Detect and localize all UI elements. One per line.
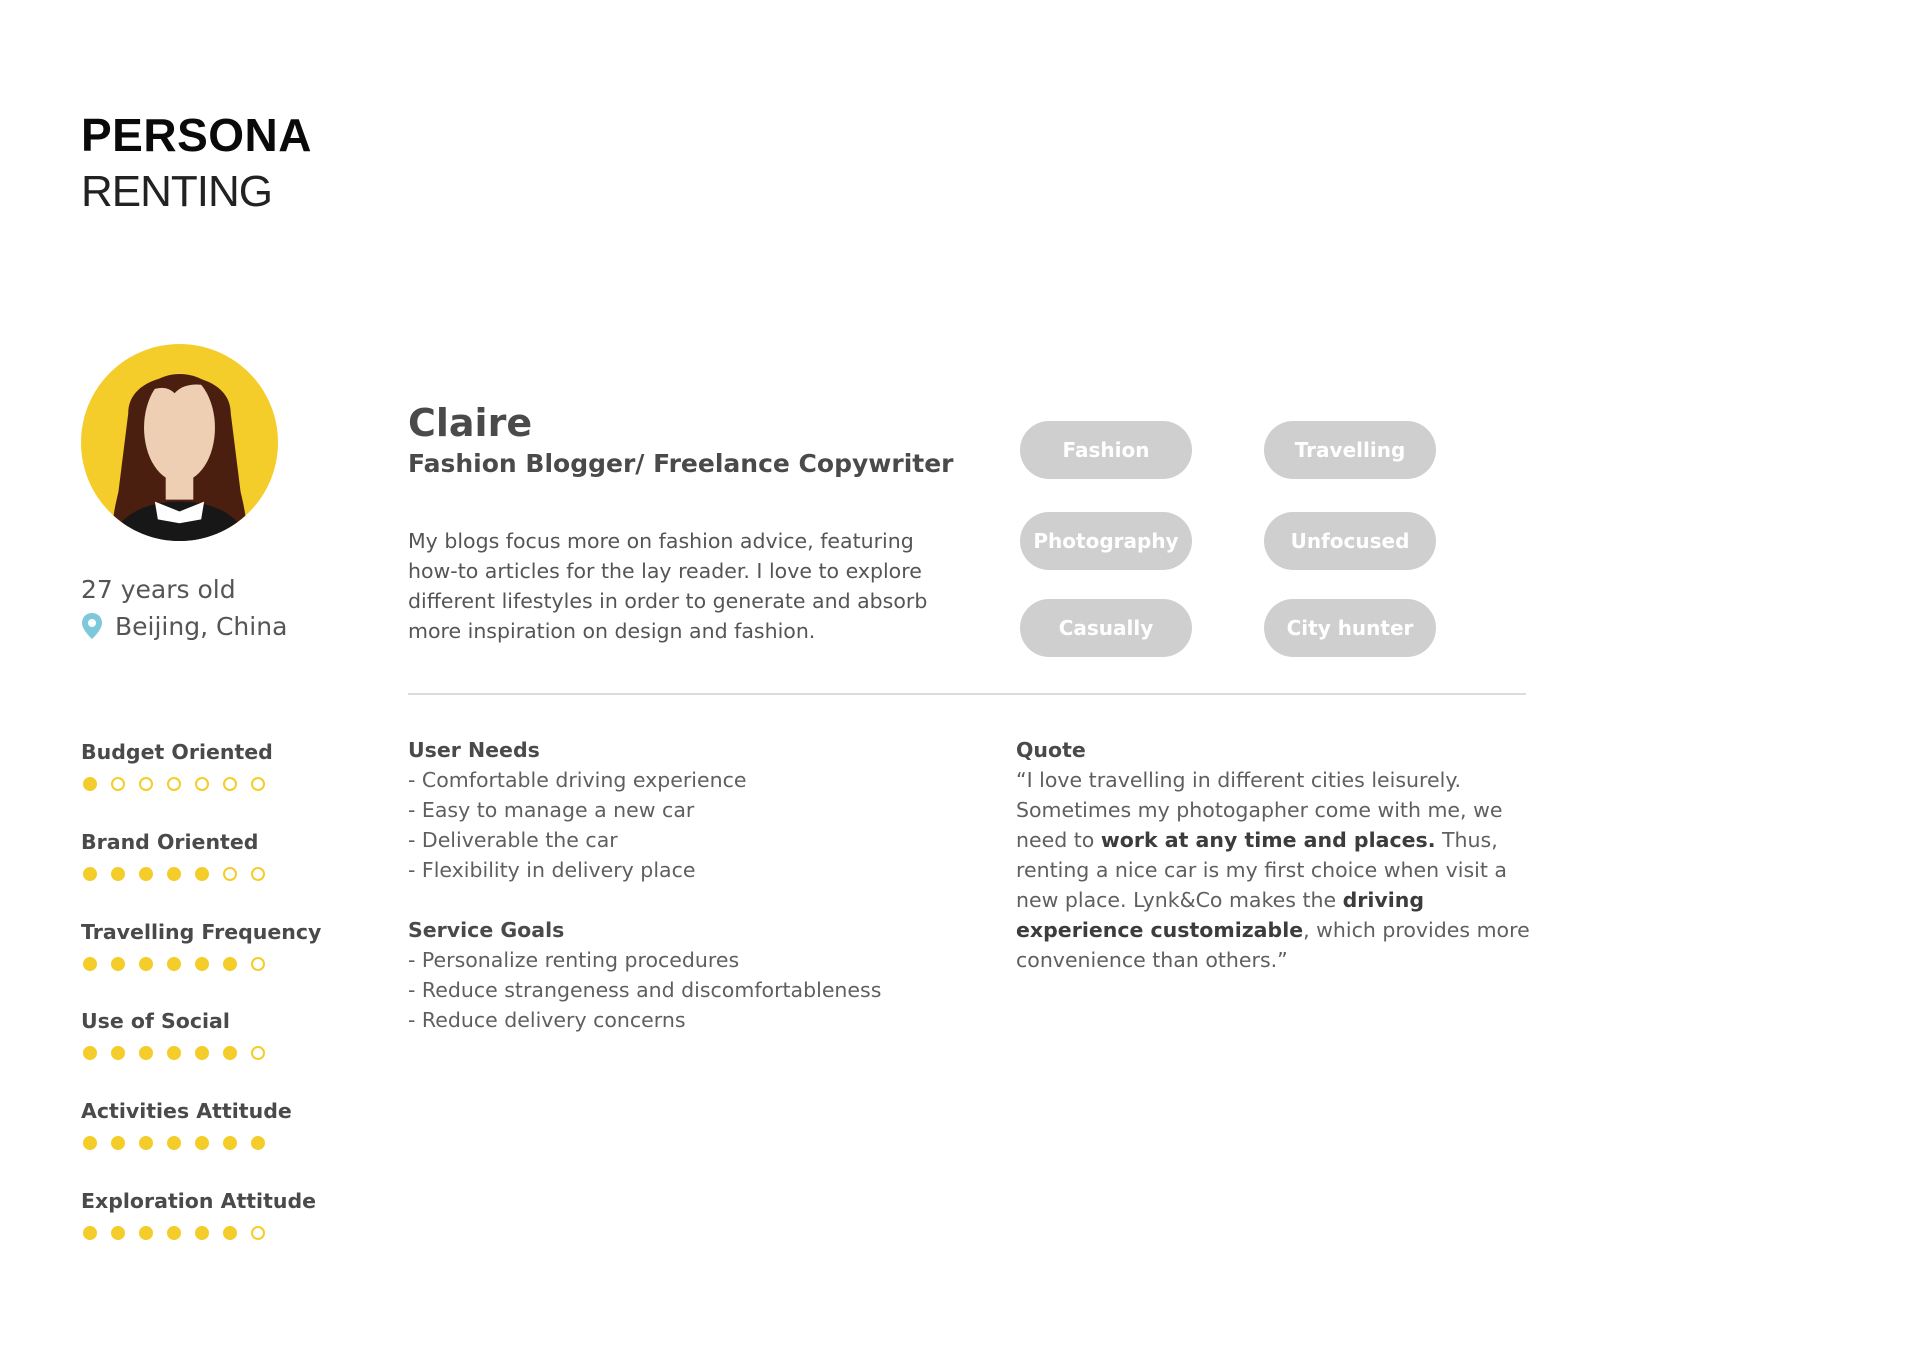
- rating-dot-empty: [111, 777, 125, 791]
- attribute-use-of-social: [81, 1011, 279, 1060]
- rating-dot-filled: [167, 1226, 181, 1240]
- rating-dot-filled: [223, 957, 237, 971]
- rating-dot-empty: [251, 777, 265, 791]
- rating-dot-filled: [139, 867, 153, 881]
- section-divider: [408, 693, 1526, 695]
- list-item: - Personalize renting procedures: [408, 948, 740, 972]
- rating-dot-filled: [111, 867, 125, 881]
- rating-dot-filled: [83, 1046, 97, 1060]
- user-needs-title: User Needs: [408, 738, 540, 762]
- rating-dot-filled: [195, 1046, 209, 1060]
- quote-section: [1016, 735, 1536, 975]
- rating-dot-filled: [83, 1226, 97, 1240]
- location-text: Beijing, China: [115, 611, 288, 641]
- rating-dot-filled: [111, 1226, 125, 1240]
- rating-dot-empty: [167, 777, 181, 791]
- list-item: - Deliverable the car: [408, 828, 618, 852]
- attribute-activities-attitude: [81, 1101, 292, 1150]
- rating-dot-filled: [167, 1046, 181, 1060]
- rating-dot-filled: [251, 1136, 265, 1150]
- rating-dot-empty: [195, 777, 209, 791]
- rating-dot-empty: [251, 957, 265, 971]
- rating-dot-filled: [83, 777, 97, 791]
- location: [81, 612, 287, 640]
- list-item: - Flexibility in delivery place: [408, 858, 696, 882]
- rating-dot-filled: [83, 867, 97, 881]
- list-item: - Comfortable driving experience: [408, 768, 747, 792]
- rating-dot-filled: [111, 1046, 125, 1060]
- rating-dot-filled: [167, 1136, 181, 1150]
- persona-name: Claire: [408, 401, 533, 445]
- attribute-label: Use of Social: [81, 1009, 230, 1033]
- rating-dot-filled: [195, 1136, 209, 1150]
- rating-dot-empty: [251, 1226, 265, 1240]
- rating-dot-filled: [195, 867, 209, 881]
- attribute-travelling-frequency: [81, 922, 321, 971]
- tag-photography: Photography: [1020, 512, 1192, 570]
- tag-travelling: Travelling: [1264, 421, 1436, 479]
- rating-dots: [83, 1226, 316, 1240]
- age: 27 years old: [81, 575, 236, 604]
- rating-dot-empty: [251, 867, 265, 881]
- persona-title: PERSONA: [81, 109, 312, 161]
- avatar: [81, 344, 278, 541]
- rating-dot-filled: [195, 957, 209, 971]
- rating-dot-filled: [83, 1136, 97, 1150]
- service-goals-title: Service Goals: [408, 918, 565, 942]
- rating-dot-filled: [167, 867, 181, 881]
- rating-dot-empty: [251, 1046, 265, 1060]
- rating-dot-filled: [195, 1226, 209, 1240]
- tag-casually: Casually: [1020, 599, 1192, 657]
- tag-unfocused: Unfocused: [1264, 512, 1436, 570]
- attribute-label: Budget Oriented: [81, 740, 273, 764]
- rating-dot-filled: [139, 1136, 153, 1150]
- rating-dot-filled: [111, 1136, 125, 1150]
- rating-dots: [83, 867, 279, 881]
- rating-dots: [83, 957, 321, 971]
- persona-bio: My blogs focus more on fashion advice, featuring how-to articles for the lay reader. I love to explore different lifestyles in order to generate and absorb more inspiration on design and fashion.: [408, 529, 928, 643]
- attribute-label: Travelling Frequency: [81, 920, 322, 944]
- user-needs-section: [408, 735, 746, 885]
- rating-dots: [83, 1046, 279, 1060]
- persona-subtitle: RENTING: [81, 167, 272, 216]
- rating-dot-filled: [83, 957, 97, 971]
- list-item: - Reduce strangeness and discomfortableness: [408, 978, 882, 1002]
- rating-dot-filled: [139, 1226, 153, 1240]
- tag-city-hunter: City hunter: [1264, 599, 1436, 657]
- attribute-label: Exploration Attitude: [81, 1189, 317, 1213]
- quote-title: Quote: [1016, 738, 1086, 762]
- rating-dot-filled: [223, 1226, 237, 1240]
- persona-role: Fashion Blogger/ Freelance Copywriter: [408, 449, 954, 478]
- rating-dot-filled: [223, 1136, 237, 1150]
- attribute-budget-oriented: [81, 742, 279, 791]
- rating-dots: [83, 777, 279, 791]
- quote-emphasis: work at any time and places.: [1100, 828, 1436, 852]
- rating-dot-filled: [111, 957, 125, 971]
- rating-dots: [83, 1136, 292, 1150]
- attribute-label: Brand Oriented: [81, 830, 259, 854]
- rating-dot-empty: [223, 867, 237, 881]
- rating-dot-empty: [223, 777, 237, 791]
- rating-dot-filled: [139, 957, 153, 971]
- rating-dot-filled: [223, 1046, 237, 1060]
- rating-dot-filled: [139, 1046, 153, 1060]
- quote-emphasis: driving experience customizable: [1016, 888, 1425, 942]
- quote-text: “I love travelling in different cities leisurely. Sometimes my photogapher come with me, we need to work at any time and places. Thus, renting a nice car is my first choice when visit a new place. Lynk&Co makes the driving experience customizable, which provides more convenience than others.”: [1016, 768, 1530, 972]
- list-item: - Easy to manage a new car: [408, 798, 695, 822]
- location-pin-icon: [81, 612, 103, 640]
- service-goals-section: [408, 915, 881, 1035]
- tag-fashion: Fashion: [1020, 421, 1192, 479]
- rating-dot-filled: [167, 957, 181, 971]
- list-item: - Reduce delivery concerns: [408, 1008, 686, 1032]
- rating-dot-empty: [139, 777, 153, 791]
- attribute-exploration-attitude: [81, 1191, 316, 1240]
- attribute-brand-oriented: [81, 832, 279, 881]
- attribute-label: Activities Attitude: [81, 1099, 292, 1123]
